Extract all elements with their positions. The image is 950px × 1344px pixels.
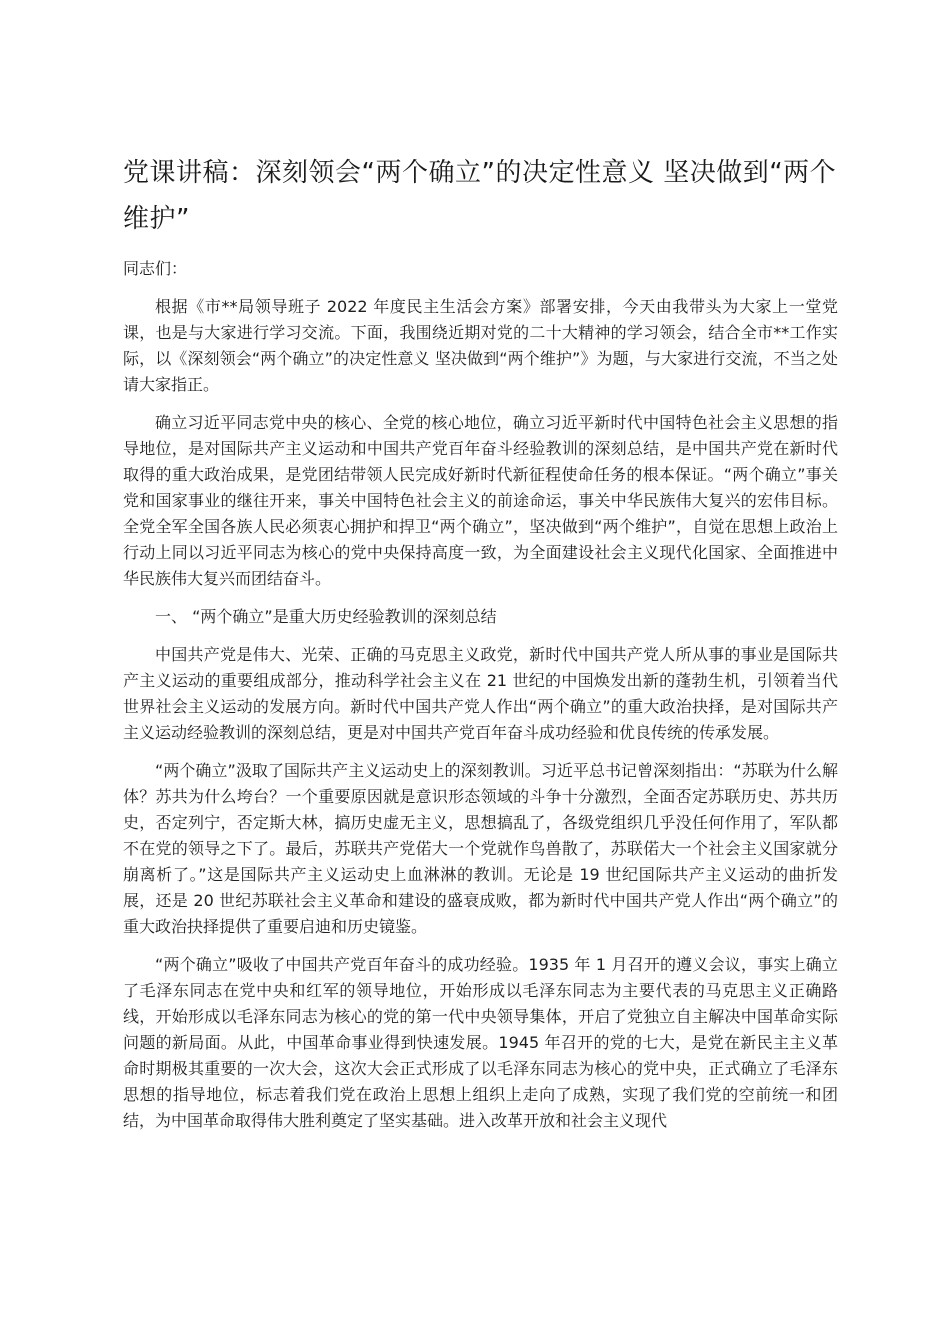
paragraph-overview: 确立习近平同志党中央的核心、全党的核心地位，确立习近平新时代中国特色社会主义思想的指导地位，是对国际共产主义运动和中国共产党百年奋斗经验教训的深刻总结，是中国共产党在新时代取得的重大政治成果，是党团结带领人民完成好新时代新征程使命任务的根本保证。“两个确立”事关党和国家事业的继往开来，事关中国特色社会主义的前途命运，事关中华民族伟大复兴的宏伟目标。全党全军全国各族人民必须衷心拥护和捍卫“两个确立”，坚决做到“两个维护”，自觉在思想上政治上行动上同以习近平同志为核心的党中央保持高度一致，为全面建设社会主义现代化国家、全面推进中华民族伟大复兴而团结奋斗。: [123, 413, 838, 588]
section-paragraph: “两个确立”吸收了中国共产党百年奋斗的成功经验。1935 年 1 月召开的遵义会议，事实上确立了毛泽东同志在党中央和红军的领导地位，开始形成以毛泽东同志为主要代表的马克思主义正确路线，开始形成以毛泽东同志为核心的党的第一代中央领导集体，开启了党独立自主解决中国革命实际问题的新局面。从此，中国革命事业得到快速发展。1945 年召开的党的七大，是党在新民主主义革命时期极其重要的一次大会，这次大会正式形成了以毛泽东同志为核心的党中央，正式确立了毛泽东思想的指导地位，标志着我们党在政治上思想上组织上走向了成熟，实现了我们党的空前统一和团结，为中国革命取得伟大胜利奠定了坚实基础。进入改革开放和社会主义现代: [123, 955, 838, 1130]
paragraph-intro: 根据《市**局领导班子 2022 年度民主生活会方案》部署安排，今天由我带头为大家上一堂党课，也是与大家进行学习交流。下面，我围绕近期对党的二十大精神的学习领会，结合全市**工作实际，以《深刻领会“两个确立”的决定性意义 坚决做到“两个维护”》为题，与大家进行交流，不当之处请大家指正。: [123, 297, 838, 394]
section-paragraph: 中国共产党是伟大、光荣、正确的马克思主义政党，新时代中国共产党人所从事的事业是国际共产主义运动的重要组成部分，推动科学社会主义在 21 世纪的中国焕发出新的蓬勃生机，引领着当代世界社会主义运动的发展方向。新时代中国共产党人作出“两个确立”的重大政治抉择，是对国际共产主义运动经验教训的深刻总结，更是对中国共产党百年奋斗成功经验和优良传统的传承发展。: [123, 645, 838, 742]
section-paragraph: “两个确立”汲取了国际共产主义运动史上的深刻教训。习近平总书记曾深刻指出：“苏联为什么解体？苏共为什么垮台？一个重要原因就是意识形态领域的斗争十分激烈，全面否定苏联历史、苏共历史，否定列宁，否定斯大林，搞历史虚无主义，思想搞乱了，各级党组织几乎没任何作用了，军队都不在党的领导之下了。最后，苏联共产党偌大一个党就作鸟兽散了，苏联偌大一个社会主义国家就分崩离析了。”这是国际共产主义运动史上血淋淋的教训。无论是 19 世纪国际共产主义运动的曲折发展，还是 20 世纪苏联社会主义革命和建设的盛衰成败，都为新时代中国共产党人作出“两个确立”的重大政治抉择提供了重要启迪和历史镜鉴。: [123, 761, 838, 936]
section-heading: 一、 “两个确立”是重大历史经验教训的深刻总结: [155, 607, 497, 626]
salutation: 同志们：: [123, 259, 188, 278]
document-page: [123, 150, 838, 1146]
document-title: 党课讲稿：深刻领会“两个确立”的决定性意义 坚决做到“两个维护”: [123, 158, 837, 234]
